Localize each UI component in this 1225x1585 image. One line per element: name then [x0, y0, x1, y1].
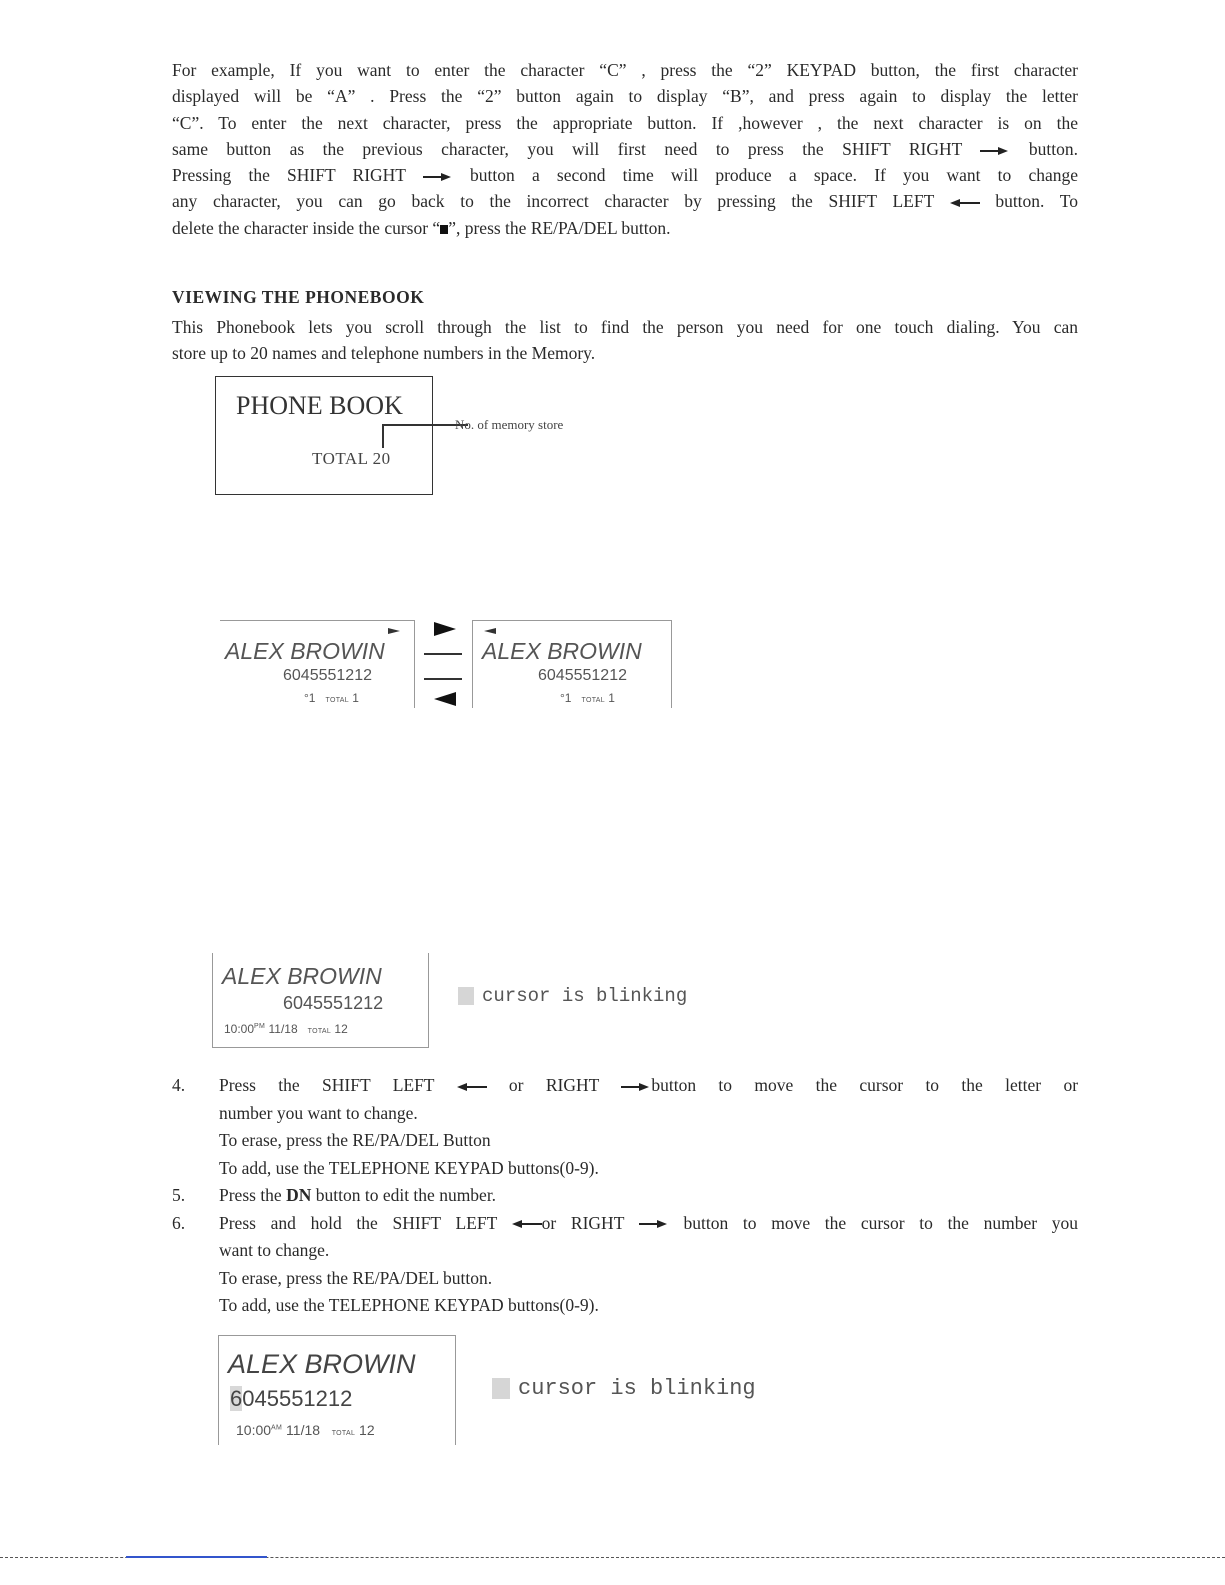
- lcd-frame: [218, 1335, 456, 1336]
- step-text: Press the SHIFT LEFT or RIGHT button to move the cursor to the letter or: [219, 1075, 1079, 1095]
- phonebook-total: TOTAL 20: [312, 449, 391, 468]
- step-text: want to change.: [219, 1240, 330, 1260]
- scroll-prev-icon: [434, 692, 456, 706]
- callout-line: [382, 424, 384, 448]
- step-text: number you want to change.: [219, 1102, 418, 1123]
- cursor-block-icon: [458, 987, 474, 1005]
- intro-line: Pressing the SHIFT RIGHT button a second time will produce a space. If you want to change: [172, 165, 1079, 186]
- step-4: [172, 1072, 1078, 1100]
- lcd-frame: [212, 1047, 429, 1048]
- lcd-edit-name: [212, 953, 429, 1048]
- lcd-frame: [455, 1335, 456, 1445]
- step-4-line: [172, 1100, 1078, 1128]
- lcd-index: °1 TOTAL 1: [560, 691, 615, 705]
- lcd-number: 6045551212: [283, 993, 384, 1013]
- step-text: To erase, press the RE/PA/DEL Button: [219, 1130, 491, 1150]
- step-text: To erase, press the RE/PA/DEL button.: [219, 1267, 493, 1288]
- lcd-frame: [472, 620, 672, 621]
- lcd-right: [472, 620, 672, 710]
- section-heading: VIEWING THE PHONEBOOK: [172, 287, 425, 307]
- step-number: 5.: [172, 1185, 186, 1205]
- arrow-left-icon: [950, 199, 980, 207]
- intro-line: same button as the previous character, you will first need to press the SHIFT RIGHT button.: [172, 138, 1079, 159]
- intro-line: For example, If you want to enter the character “C” , press the “2” KEYPAD button, the first character: [172, 60, 1078, 80]
- lcd-left: [220, 620, 415, 710]
- scroll-next-icon: [434, 622, 456, 636]
- lcd-name: ALEX BROWIN: [225, 638, 385, 664]
- step-text: Press the DN button to edit the number.: [219, 1185, 497, 1205]
- lcd-frame: [220, 620, 415, 621]
- step-6-line: [172, 1265, 1078, 1293]
- lcd-edit-number: [218, 1335, 456, 1447]
- lcd-name: ALEX BROWIN: [228, 1349, 416, 1379]
- lcd-number: 6045551212: [230, 1386, 353, 1411]
- lcd-number: 6045551212: [538, 667, 627, 684]
- cursor-note: cursor is blinking: [458, 985, 687, 1007]
- step-text: To add, use the TELEPHONE KEYPAD buttons(0-9).: [219, 1157, 599, 1178]
- lcd-name: ALEX BROWIN: [222, 963, 382, 989]
- section-line: This Phonebook lets you scroll through the list to find the person you need for one touch dialing. You can: [172, 317, 1078, 337]
- intro-line: displayed will be “A” . Press the “2” button again to display “B”, and press again to display the letter: [172, 86, 1078, 107]
- cursor-digit: 6: [230, 1386, 243, 1411]
- intro-line: “C”. To enter the next character, press the appropriate button. If ,however , the next character is on the: [172, 112, 1078, 133]
- section-paragraph: [172, 314, 1078, 367]
- footer-link-underline: [126, 1556, 267, 1558]
- arrow-connector: [424, 653, 462, 655]
- lcd-status: $10:00^{AM}$ 11/18 TOTAL 12: [236, 1422, 375, 1438]
- arrow-right-icon: [980, 147, 1010, 155]
- step-number: 6.: [172, 1212, 186, 1233]
- lcd-status: $10:00^{PM}$ 11/18 TOTAL 12: [224, 1022, 348, 1036]
- lcd-frame: [414, 620, 415, 708]
- step-text: To add, use the TELEPHONE KEYPAD buttons(0-9).: [219, 1295, 599, 1315]
- arrow-right-icon: [639, 1220, 669, 1228]
- arrow-connector: [424, 678, 462, 680]
- lcd-frame: [472, 620, 473, 708]
- lcd-name: ALEX BROWIN: [482, 638, 642, 664]
- lcd-number: 6045551212: [283, 667, 372, 684]
- step-number: 4.: [172, 1075, 186, 1095]
- memory-store-note: No. of memory store: [455, 417, 564, 432]
- lcd-frame: [218, 1335, 219, 1445]
- phonebook-title: PHONE BOOK: [236, 391, 403, 420]
- arrow-right-icon: [621, 1083, 651, 1091]
- step-text: Press and hold the SHIFT LEFT or RIGHT button to move the cursor to the number you: [219, 1212, 1079, 1233]
- phonebook-display: [215, 376, 433, 495]
- step-4-line: [172, 1127, 1078, 1155]
- step-6-line: [172, 1237, 1078, 1265]
- lcd-frame: [212, 953, 213, 1047]
- steps-list: [172, 1072, 1079, 1315]
- step-4-line: [172, 1155, 1078, 1183]
- scroll-right-small-icon: [388, 628, 400, 634]
- section-line: store up to 20 names and telephone numbers in the Memory.: [172, 343, 596, 364]
- arrow-right-icon: [423, 173, 453, 181]
- lcd-index: °1 TOTAL 1: [304, 691, 359, 705]
- cursor-square-icon: [440, 225, 448, 234]
- arrow-left-icon: [457, 1083, 487, 1091]
- intro-paragraph: [172, 57, 1078, 241]
- scroll-left-small-icon: [484, 628, 496, 634]
- cursor-block-icon: [492, 1378, 510, 1399]
- lcd-frame: [428, 953, 429, 1047]
- intro-line: delete the character inside the cursor “ ”, press the RE/PA/DEL button.: [172, 217, 671, 238]
- step-5: [172, 1182, 1078, 1210]
- cursor-note: cursor is blinking: [492, 1376, 756, 1401]
- step-6-line: [172, 1292, 1078, 1320]
- step-6: [172, 1210, 1078, 1238]
- arrow-left-icon: [512, 1220, 542, 1228]
- intro-line: any character, you can go back to the incorrect character by pressing the SHIFT LEFT button. To: [172, 191, 1078, 212]
- lcd-frame: [671, 620, 672, 708]
